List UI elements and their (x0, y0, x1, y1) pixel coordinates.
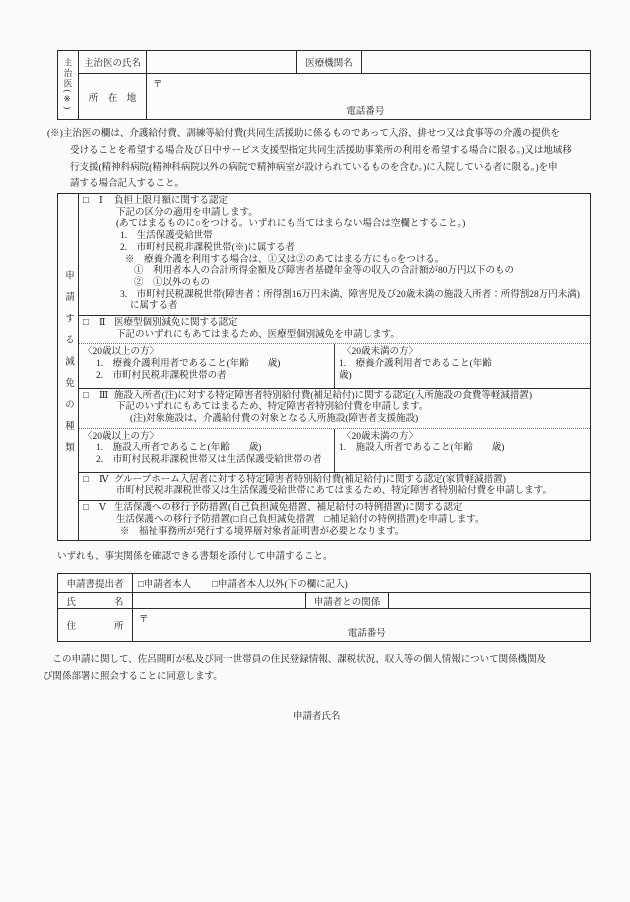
section-3-over20-item: 2. 市町村民税非課税世帯又は生活保護受給世帯の者 (96, 455, 322, 466)
section-4-checkbox[interactable]: □ (83, 474, 89, 485)
physician-phone-label: 電話番号 (346, 107, 385, 117)
section-2-checkbox[interactable]: □ (83, 318, 89, 329)
submitter-option-other-checkbox[interactable]: □申請者本人以外(下の欄に記入) (212, 580, 348, 590)
submitter-phone-label: 電話番号 (347, 629, 386, 639)
physician-name-field[interactable] (147, 51, 297, 73)
physician-note-line: 請する場合記入すること。 (70, 179, 185, 190)
consent-line: この申請に関して、佐呂間町が私及び同一世帯員の住民登録情報、課税状況、収入等の個人情報について関係機関及 (43, 655, 547, 665)
section-1-content (79, 194, 590, 315)
section-2-over20-column (79, 344, 334, 387)
section-3-under20-column (334, 429, 590, 472)
section-3-under20-item: 1. 施設入所者であること(年齢 歳) (339, 443, 505, 454)
physician-note-line: 行支援(精神科病院(精神科病院以外の病院で精神病室が設けられているものを含む。)に入院している者に限る。)を申 (70, 162, 558, 173)
submitter-option-self-checkbox[interactable]: □申請者本人 (138, 580, 192, 590)
physician-address-field[interactable] (147, 74, 590, 119)
section-1-title: 負担上限月額に関する認定 (114, 196, 229, 206)
submitter-row-type (58, 574, 590, 593)
physician-row-address (79, 74, 590, 119)
physician-side-label-text: 主治医(※) (63, 58, 73, 112)
section-5-measure-options[interactable]: 生活保護への移行予防措置(□自己負担減免措置 □補足給付の特例措置)を申請します。 (116, 514, 485, 525)
section-1-title-row (81, 196, 586, 208)
section-4-title: グループホーム入居者に対する特定障害者特別給付費(補足給付)に関する認定(家賃軽減措置) (114, 474, 506, 485)
submitter-name-field[interactable] (133, 593, 306, 608)
section-2-over20-heading: 〈20歳以上の方〉 (83, 347, 160, 358)
section-5-title-row (81, 503, 586, 515)
section-2-under20-item: 1. 療養介護利用者であること(年齢 (339, 359, 492, 370)
section-3-subtitle: 下記のいずれにもあてはまるため、特定障害者特別給付費を申請します。 (116, 402, 429, 413)
section-5-note: ※ 福祉事務所が発行する境界層対象者証明書が必要となります。 (120, 526, 405, 537)
section-3-note: (注)対象施設は、介護給付費の対象となる入所施設(障害者支援施設) (130, 413, 419, 424)
physician-side-label (58, 51, 79, 119)
section-5-content (79, 501, 590, 540)
section-3-checkbox[interactable]: □ (83, 390, 89, 401)
consent-line: び関係部署に照会することに同意します。 (43, 672, 223, 682)
section-1-option-1[interactable]: 1. 生活保護受給世帯 (120, 231, 213, 242)
physician-note-line: 受けることを希望する場合及び日中サービス支援型指定共同生活援助事業所の利用を希望する場合に限る。)又は地域移 (70, 145, 572, 156)
exemption-type-table (57, 193, 591, 541)
section-1-suboption-1[interactable]: ① 利用者本人の合計所得金額及び障害者基礎年金等の収入の合計額が80万円以下のもの (134, 266, 515, 277)
submitter-header-label: 申請書提出者 (58, 574, 133, 592)
section-2-title-row (81, 318, 586, 330)
section-1-option-3[interactable]: 3. 市町村民税課税世帯(障害者：所得割16万円未満、障害児及び20歳未満の施設入所者：所得割28万円未満) (120, 289, 580, 300)
section-3-over20-column (79, 429, 334, 472)
section-4-content (79, 473, 590, 500)
section-2-over20-item: 1. 療養介護利用者であること(年齢 歳) (96, 359, 281, 370)
submitter-relation-field[interactable] (389, 593, 590, 608)
physician-row-name (79, 51, 590, 74)
section-1-line: (あてはまるものに○をつける。いずれにも当てはまらない場合は空欄とすること。) (116, 219, 466, 230)
physician-table (57, 50, 591, 120)
section-3-over20-item: 1. 施設入所者であること(年齢 歳) (96, 443, 262, 454)
physician-address-label: 所 在 地 (79, 74, 147, 119)
consent-paragraph (43, 652, 599, 686)
exemption-side-label-text: 申請する減免の種類 (63, 270, 73, 464)
section-3-over20-heading: 〈20歳以上の方〉 (83, 431, 160, 442)
section-2-numeral: Ⅱ (99, 318, 106, 329)
section-3-title-row (81, 391, 586, 403)
section-3-title: 施設入所者(注)に対する特定障害者特別給付費(補足給付)に関する認定(入所施設の食費等軽減措置) (114, 390, 532, 401)
exemption-side-label (58, 194, 79, 540)
section-2-over20-item: 2. 市町村民税非課税世帯の者 (96, 370, 227, 381)
section-2-title: 医療型個別減免に関する認定 (114, 318, 238, 329)
section-1-line: 下記の区分の適用を申請します。 (116, 207, 258, 218)
section-4-numeral: Ⅳ (99, 474, 109, 485)
section-1-burden-cap (79, 194, 590, 316)
section-1-suboption-2[interactable]: ② ①以外のもの (134, 277, 211, 288)
attachment-note: いずれも、事実関係を確認できる書類を添付して申請すること。 (57, 552, 333, 562)
physician-note-line: (※)主治医の欄は、介護給付費、訓練等給付費(共同生活援助に係るものであって入浴、排せつ又は食事等の介護の提供を (47, 129, 560, 139)
section-2-under20-item-cont: 歳) (339, 370, 352, 381)
physician-table-body (79, 51, 590, 119)
section-1-note: ※ 療養介護を利用する場合は、①又は②のあてはまる方にも○をつける。 (125, 254, 445, 265)
section-1-option-3-cont: に属する者 (130, 301, 178, 312)
submitter-relation-label: 申請者との関係 (306, 593, 389, 608)
section-2-medical-individual-reduction (79, 316, 590, 389)
submitter-address-field[interactable] (133, 609, 590, 641)
postal-mark-icon: 〒 (139, 615, 149, 625)
submitter-name-label: 氏 名 (58, 593, 133, 608)
submitter-options (133, 574, 590, 592)
section-5-numeral: Ⅴ (99, 503, 106, 514)
section-5-welfare-transition-prevention (79, 501, 590, 540)
section-5-checkbox[interactable]: □ (83, 503, 89, 514)
section-1-numeral: Ⅰ (99, 196, 103, 206)
physician-note (47, 126, 607, 193)
section-3-age-columns (79, 428, 590, 472)
postal-mark-icon: 〒 (153, 80, 163, 90)
section-2-subtitle: 下記のいずれにもあてはまるため、医療型個別減免を申請します。 (116, 329, 400, 340)
section-2-header (79, 316, 590, 343)
section-4-title-row (81, 475, 586, 487)
section-3-numeral: Ⅲ (99, 390, 109, 401)
submitter-row-address (58, 609, 590, 641)
submitter-table (57, 573, 591, 642)
section-1-option-2[interactable]: 2. 市町村民税非課税世帯(※)に属する者 (120, 242, 295, 253)
exemption-table-body (79, 194, 590, 540)
submitter-row-name (58, 593, 590, 609)
medical-facility-label: 医療機関名 (297, 51, 362, 73)
section-2-under20-heading: 〈20歳未満の方〉 (342, 347, 419, 358)
applicant-name-label: 申請者氏名 (293, 712, 341, 722)
section-1-checkbox[interactable]: □ (83, 196, 89, 206)
section-3-header (79, 389, 590, 428)
physician-name-label: 主治医の氏名 (79, 51, 147, 73)
section-2-under20-column (334, 344, 590, 387)
section-4-subtitle: 市町村民税非課税世帯又は生活保護受給世帯にあてはまるため、特定障害者特別給付費を申請します。 (116, 486, 552, 497)
section-4-group-home-benefit (79, 473, 590, 501)
section-5-title: 生活保護への移行予防措置(自己負担減免措置、補足給付の特例措置)に関する認定 (114, 503, 463, 514)
section-3-under20-heading: 〈20歳未満の方〉 (342, 431, 419, 442)
medical-facility-field[interactable] (362, 51, 590, 73)
section-2-age-columns (79, 343, 590, 387)
section-3-facility-resident-benefit (79, 389, 590, 473)
submitter-address-label: 住 所 (58, 609, 133, 641)
